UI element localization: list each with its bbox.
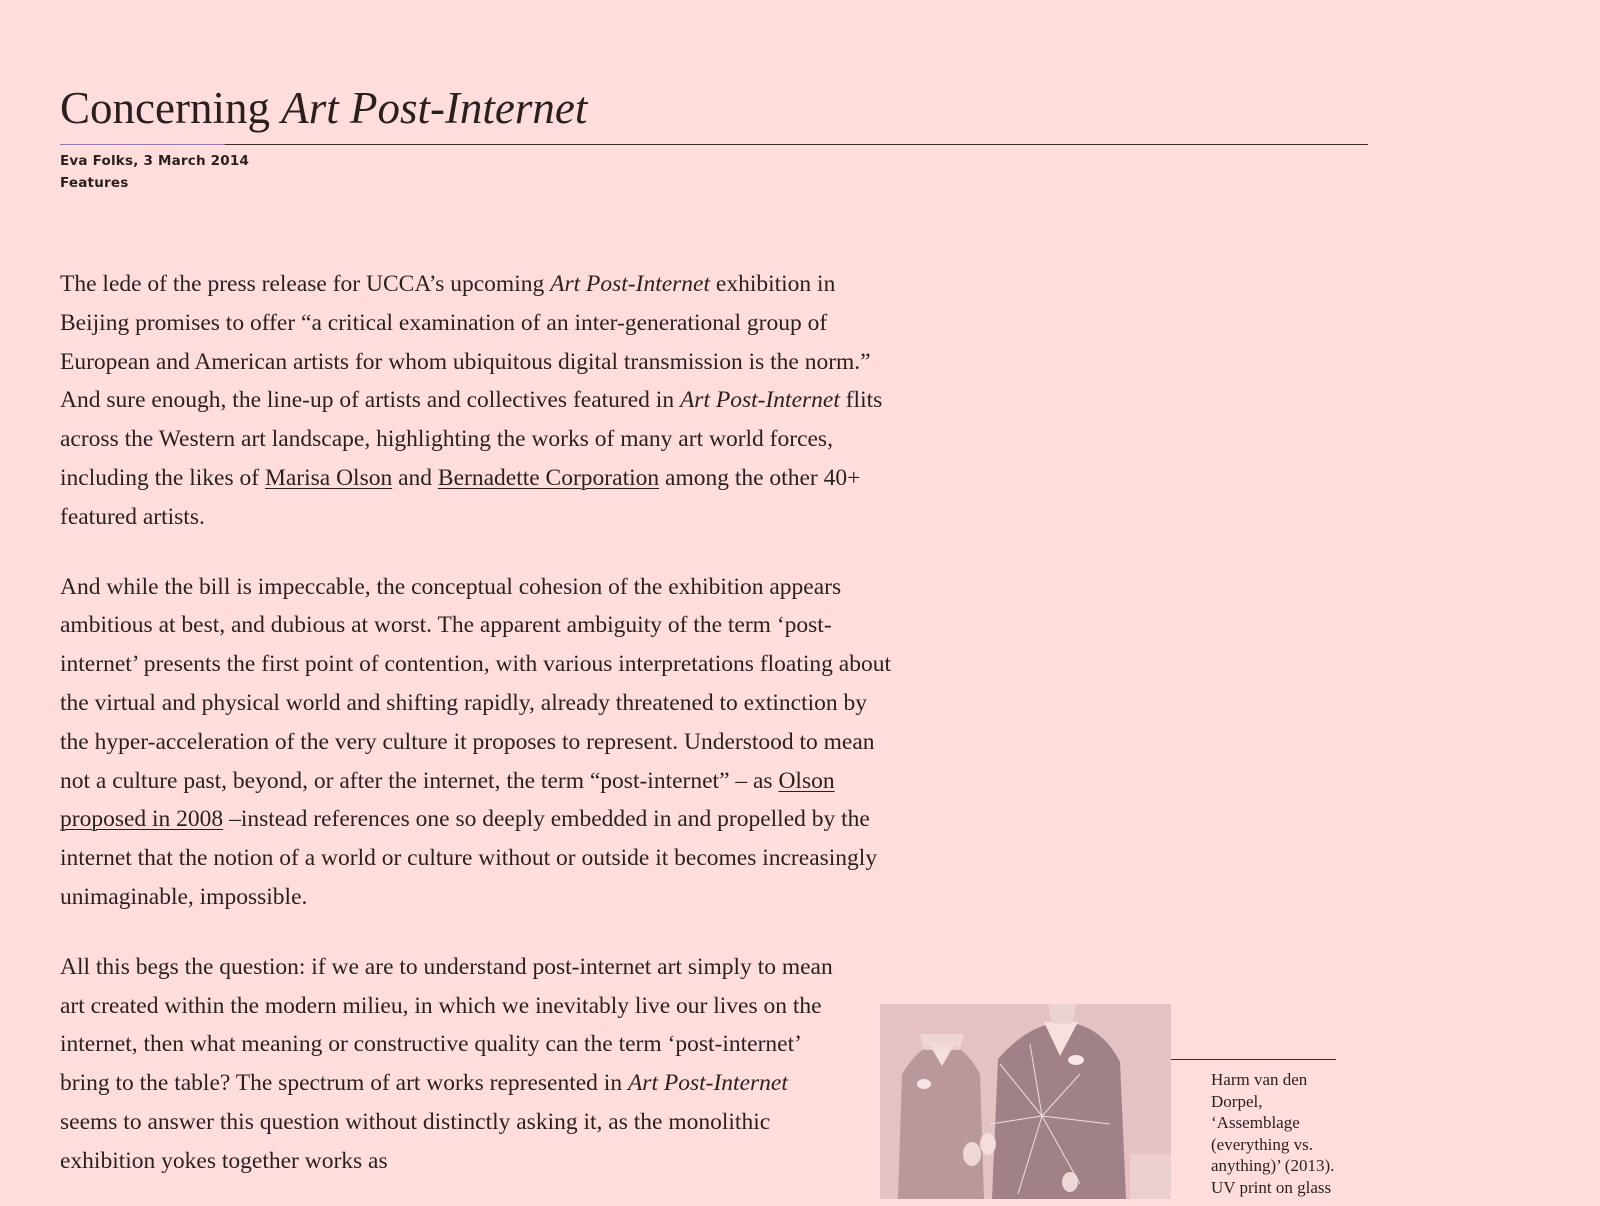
paragraph-1: The lede of the press release for UCCA’s upcoming Art Post-Internet exhibition in Beijing promises to offer “a critical examination of an inter-generational group of European and American artists for whom ubiquitous digital transmission is the norm.” And sure enough, the line-up of artists and collectives featured in Art Post-Internet flits across the Western art landscape, highlighting the works of many art world forces, including the likes of Marisa Olson and Bernadette Corporation among the other 40+ featured artists.	[60, 271, 883, 530]
artwork-illustration	[880, 1004, 1171, 1199]
article-meta	[60, 150, 1368, 194]
caption-divider	[1171, 1059, 1336, 1060]
title-italic: Art Post-Internet	[281, 83, 588, 133]
article-body	[60, 265, 895, 1206]
link-bernadette-corporation[interactable]: Bernadette Corporation	[437, 464, 660, 491]
byline: Eva Folks, 3 March 2014	[60, 153, 250, 169]
article-title	[60, 82, 1368, 134]
image-caption: Harm van den Dorpel, ‘Assemblage (everything vs. anything)’ (2013). UV print on glass	[1211, 1070, 1335, 1197]
title-plain: Concerning	[60, 83, 282, 133]
link-olson-2008[interactable]: Olson proposed in 2008	[60, 767, 835, 833]
paragraph-3: All this begs the question: if we are to understand post-internet art simply to mean art created within the modern milieu, in which we inevitably live our lives on the internet, then what meaning or constructive quality can the term ‘post-internet’ bring to the table? The spectrum of art works represented in Art Post-Internet seems to answer this question without distinctly asking it, as the monolithic exhibition yokes together works as	[60, 953, 833, 1174]
article-header	[60, 82, 1368, 194]
paragraph-2: And while the bill is impeccable, the conceptual cohesion of the exhibition appears ambitious at best, and dubious at worst. The apparent ambiguity of the term ‘post-internet’ presents the first point of contention, with various interpretations floating about the virtual and physical world and shifting rapidly, already threatened to extinction by the hyper-acceleration of the very culture it proposes to represent. Understood to mean not a culture past, beyond, or after the internet, the term “post-internet” – as Olson proposed in 2008 –instead references one so deeply embedded in and propelled by the internet that the notion of a world or culture without or outside it becomes increasingly unimaginable, impossible.	[60, 573, 892, 910]
link-marisa-olson[interactable]: Marisa Olson	[264, 464, 393, 491]
title-divider	[60, 144, 1368, 145]
category-link[interactable]: Features	[60, 175, 129, 191]
artwork-image	[880, 1004, 1171, 1199]
